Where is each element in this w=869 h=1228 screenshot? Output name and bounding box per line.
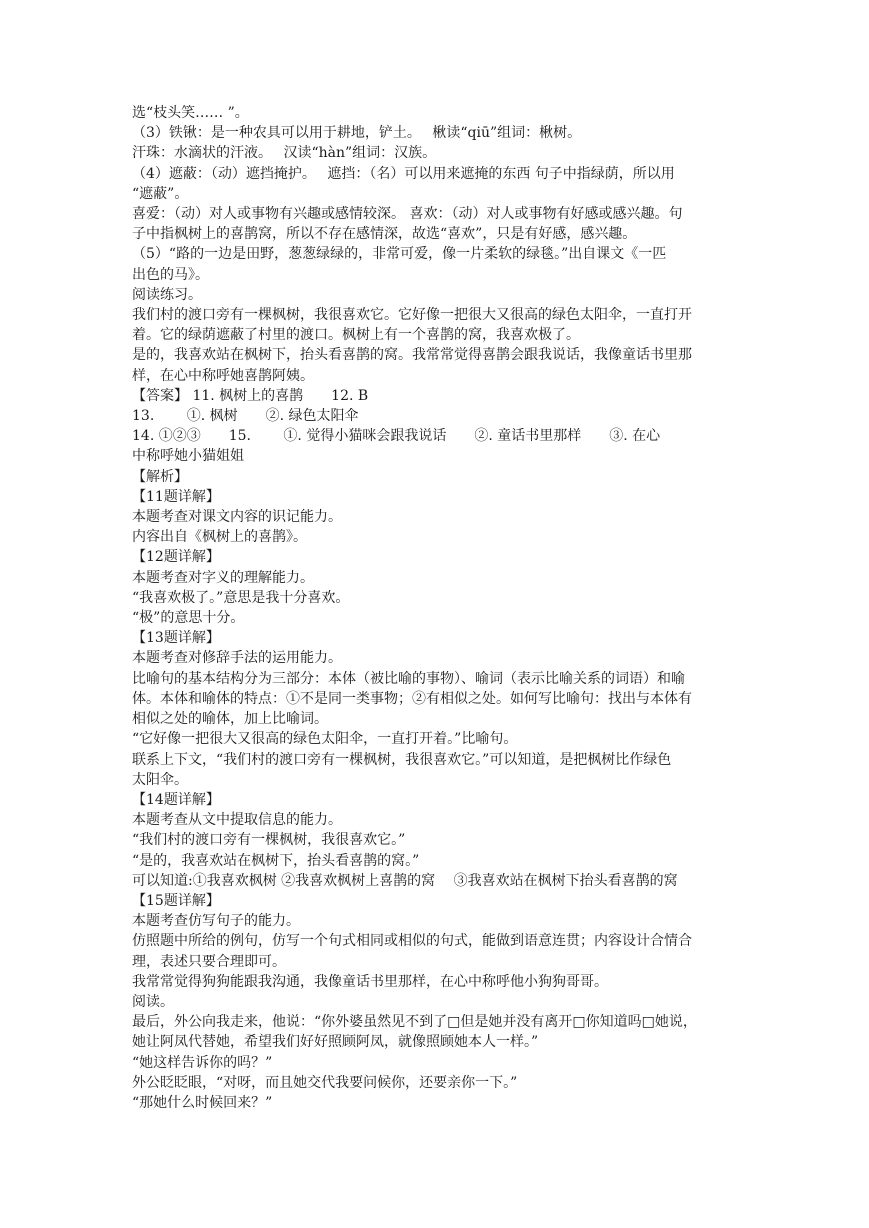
text-line: 14. ①②③ 15. ①. 觉得小猫咪会跟我说话 ②. 童话书里那样 ③. 在心 (132, 428, 661, 445)
text-line: 仿照题中所给的例句，仿写一个句式相同或相似的句式，能做到语意连贯；内容设计合情合 (132, 933, 692, 950)
text-line: （5）“路的一边是田野，葱葱绿绿的，非常可爱，像一片柔软的绿毯。”出自课文《一匹 (132, 246, 667, 263)
text-line: “是的，我喜欢站在枫树下，抬头看喜鹊的窝。” (132, 852, 420, 869)
text-line: 本题考查对字义的理解能力。 (132, 569, 314, 586)
text-line: 【15题详解】 (132, 892, 220, 909)
text-line: 汗珠：水滴状的汗液。 汉读“hàn”组词：汉族。 (132, 145, 437, 162)
text-line: 外公眨眨眼，“对呀，而且她交代我要问候你，还要亲你一下。” (132, 1074, 518, 1091)
text-line: “遮蔽”。 (132, 185, 189, 202)
text-line: 喜爱：（动）对人或事物有兴趣或感情较深。 喜欢：（动）对人或事物有好感或感兴趣。句 (132, 206, 683, 223)
text-line: 13. ①. 枫树 ②. 绿色太阳伞 (132, 408, 359, 425)
text-line: 中称呼她小猫姐姐 (132, 448, 244, 465)
text-line: 可以知道:①我喜欢枫树 ②我喜欢枫树上喜鹊的窝 ③我喜欢站在枫树下抬头看喜鹊的窝 (132, 872, 678, 889)
text-line: 是的，我喜欢站在枫树下，抬头看喜鹊的窝。我常常觉得喜鹊会跟我说话，我像童话书里那 (132, 347, 692, 364)
text-line: 内容出自《枫树上的喜鹊》。 (132, 529, 307, 546)
text-line: 【12题详解】 (132, 549, 220, 566)
text-line: 【11题详解】 (132, 488, 220, 505)
text-line: 本题考查对修辞手法的运用能力。 (132, 650, 342, 667)
text-line: 相似之处的喻体，加上比喻词。 (132, 711, 328, 728)
text-line: “极”的意思十分。 (132, 610, 245, 627)
text-line: “我喜欢极了。”意思是我十分喜欢。 (132, 589, 350, 606)
text-line: 【14题详解】 (132, 791, 220, 808)
text-line: 样，在心中称呼她喜鹊阿姨。 (132, 367, 314, 384)
text-line: 【13题详解】 (132, 630, 220, 647)
text-line: 本题考查仿写句子的能力。 (132, 913, 300, 930)
text-line: 太阳伞。 (132, 771, 188, 788)
text-line: 阅读练习。 (132, 286, 202, 303)
text-line: 【解析】 (132, 468, 188, 485)
text-line: 我常常觉得狗狗能跟我沟通，我像童话书里那样，在心中称呼他小狗狗哥哥。 (132, 973, 608, 990)
text-line: 本题考查对课文内容的识记能力。 (132, 509, 342, 526)
text-line: 【答案】 11. 枫树上的喜鹊 12. B (132, 387, 369, 404)
text-line: 阅读。 (132, 993, 174, 1010)
document-body (132, 103, 740, 1113)
text-line: “我们村的渡口旁有一棵枫树，我很喜欢它。” (132, 832, 406, 849)
text-line: 本题考查从文中提取信息的能力。 (132, 812, 342, 829)
text-line: （4）遮蔽：（动）遮挡掩护。 遮挡：（名）可以用来遮掩的东西 句子中指绿荫，所以用 (132, 165, 675, 182)
text-line: 体。本体和喻体的特点：①不是同一类事物；②有相似之处。如何写比喻句：找出与本体有 (132, 690, 692, 707)
text-line: 我们村的渡口旁有一棵枫树，我很喜欢它。它好像一把很大又很高的绿色太阳伞，一直打开 (132, 307, 692, 324)
text-line: 选“枝头笑…… ”。 (132, 105, 249, 121)
text-line: “它好像一把很大又很高的绿色太阳伞，一直打开着。”比喻句。 (132, 731, 518, 748)
text-line: 出色的马》。 (132, 266, 209, 283)
text-line: 着。它的绿荫遮蔽了村里的渡口。枫树上有一个喜鹊的窝，我喜欢极了。 (132, 327, 580, 344)
text-line: “那她什么时候回来？” (132, 1094, 273, 1111)
text-line: 子中指枫树上的喜鹊窝，所以不存在感情深，故选“喜欢”，只是有好感，感兴趣。 (132, 226, 637, 243)
text-line: 理，表述只要合理即可。 (132, 953, 286, 970)
text-line: 比喻句的基本结构分为三部分：本体（被比喻的事物）、喻词（表示比喻关系的词语）和喻 (132, 670, 685, 687)
text-line: 最后，外公向我走来，他说：“你外婆虽然见不到了□但是她并没有离开□你知道吗□她说， (132, 1014, 697, 1031)
text-line: “她这样告诉你的吗？” (132, 1054, 273, 1071)
text-line: 她让阿凤代替她，希望我们好好照顾阿凤，就像照顾她本人一样。” (132, 1034, 539, 1051)
text-line: （3）铁锹：是一种农具可以用于耕地，铲土。 楸读“qiū”组词：楸树。 (132, 125, 582, 142)
text-line: 联系上下文，“我们村的渡口旁有一棵枫树，我很喜欢它。”可以知道，是把枫树比作绿色 (132, 751, 672, 768)
